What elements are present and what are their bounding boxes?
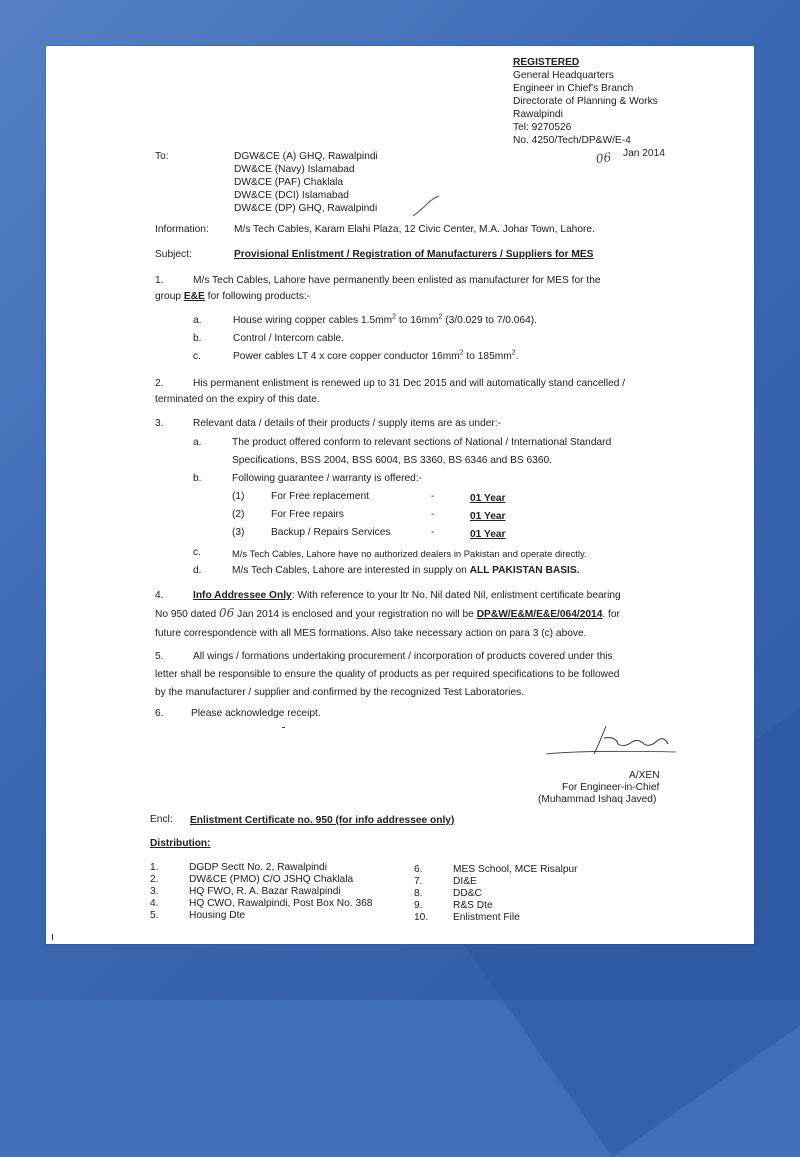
para4-line: future correspondence with all MES formations. Also take necessary action on para 3 (c) above. bbox=[155, 628, 587, 639]
para4-line bbox=[193, 589, 621, 602]
letterhead-line: Tel: 9270526 bbox=[513, 122, 572, 133]
item-letter: b. bbox=[193, 333, 202, 344]
item-number: 5. bbox=[150, 910, 159, 921]
letterhead-line: Rawalpindi bbox=[513, 109, 563, 120]
para1-text: group bbox=[155, 291, 184, 302]
para4-text: : With reference to your ltr No. Nil dated Nil, enlistment certificate bearing bbox=[291, 590, 621, 601]
letterhead-line: Directorate of Planning & Works bbox=[513, 96, 658, 107]
addressee-line: DW&CE (Navy) Islamabad bbox=[234, 164, 355, 175]
para4-text: . for bbox=[602, 609, 620, 620]
item-letter: b. bbox=[193, 473, 202, 484]
para2-line: His permanent enlistment is renewed up to 31 Dec 2015 and will automatically stand cancelled / bbox=[193, 378, 626, 389]
para3-intro: Relevant data / details of their products / supply items are as under:- bbox=[193, 418, 502, 429]
warranty-label: For Free replacement bbox=[271, 491, 369, 502]
item-number: 4. bbox=[150, 898, 159, 909]
para-number: 4. bbox=[155, 590, 164, 601]
warranty-value: 01 Year bbox=[470, 529, 506, 540]
para-number: 5. bbox=[155, 651, 164, 662]
para4-text: No 950 dated bbox=[155, 609, 220, 620]
para6-text: Please acknowledge receipt. bbox=[191, 708, 321, 719]
subject-text: Provisional Enlistment / Registration of Manufacturers / Suppliers for MES bbox=[234, 249, 594, 260]
distribution-heading: Distribution: bbox=[150, 838, 211, 849]
signatory-title: A/XEN bbox=[629, 770, 660, 781]
warranty-dash: - bbox=[431, 527, 435, 538]
information-text: M/s Tech Cables, Karam Elahi Plaza, 12 Civic Center, M.A. Johar Town, Lahore. bbox=[234, 224, 595, 235]
para3a-line: Specifications, BSS 2004, BSS 6004, BS 3360, BS 6346 and BS 6360. bbox=[232, 455, 552, 466]
addressee-line: DW&CE (PAF) Chaklala bbox=[234, 177, 344, 188]
item-number: 10. bbox=[414, 912, 429, 923]
item-text: Housing Dte bbox=[189, 910, 246, 921]
scan-mark bbox=[52, 934, 53, 940]
para4-line bbox=[155, 607, 620, 621]
supply-basis: ALL PAKISTAN BASIS. bbox=[469, 565, 580, 576]
letter-date: Jan 2014 bbox=[623, 148, 665, 159]
para-number: 3. bbox=[155, 418, 164, 429]
para2-line: terminated on the expiry of this date. bbox=[155, 394, 320, 405]
item-number: 2. bbox=[150, 874, 159, 885]
item-number: 9. bbox=[414, 900, 423, 911]
warranty-dash: - bbox=[431, 509, 435, 520]
item-letter: c. bbox=[193, 351, 201, 362]
item-letter: a. bbox=[193, 437, 202, 448]
warranty-value: 01 Year bbox=[470, 493, 506, 504]
para1-text: for following products:- bbox=[204, 291, 311, 302]
item-text: DGDP Sectt No. 2, Rawalpindi bbox=[189, 862, 327, 873]
handwritten-day: 06 bbox=[595, 150, 613, 167]
letterhead bbox=[513, 56, 665, 160]
product-group: E&E bbox=[183, 291, 205, 302]
item-text: MES School, MCE Risalpur bbox=[453, 864, 578, 875]
superscript: 2 bbox=[459, 349, 464, 357]
product-item bbox=[233, 350, 518, 363]
warranty-dash: - bbox=[431, 491, 435, 502]
enclosure-text: Enlistment Certificate no. 950 (for info addressee only) bbox=[190, 815, 455, 826]
product-item bbox=[233, 314, 537, 327]
warranty-label: Backup / Repairs Services bbox=[271, 527, 391, 538]
subject-label: Subject: bbox=[155, 249, 192, 260]
item-text: Enlistment File bbox=[453, 912, 520, 923]
signatory-for: For Engineer-in-Chief bbox=[562, 782, 660, 793]
product-text: Power cables LT 4 x core copper conductor 16mm bbox=[233, 351, 460, 362]
information-label: Information: bbox=[155, 224, 209, 235]
signatory-name: (Muhammad Ishaq Javed) bbox=[538, 794, 657, 805]
para5-line: letter shall be responsible to ensure the quality of products as per required specifications to be followed bbox=[155, 669, 620, 680]
item-text: HQ FWO, R. A. Bazar Rawalpindi bbox=[189, 886, 341, 897]
item-text: DI&E bbox=[453, 876, 477, 887]
product-text: to 16mm bbox=[396, 315, 439, 326]
para-number: 1. bbox=[155, 275, 164, 286]
item-number: 6. bbox=[414, 864, 423, 875]
superscript: 2 bbox=[438, 313, 443, 321]
item-number: 1. bbox=[150, 862, 159, 873]
warranty-value: 01 Year bbox=[470, 511, 506, 522]
product-text: . bbox=[515, 351, 519, 362]
para3a-line: The product offered conform to relevant sections of National / International Standard bbox=[232, 437, 612, 448]
para1-line bbox=[155, 290, 310, 303]
para1-line: M/s Tech Cables, Lahore have permanently been enlisted as manufacturer for MES for the bbox=[193, 275, 601, 286]
item-text: DW&CE (PMO) C/O JSHQ Chaklala bbox=[189, 874, 354, 885]
registration-number: DP&W/E&M/E&E/064/2014 bbox=[476, 609, 603, 620]
product-text: to 185mm bbox=[463, 351, 512, 362]
product-item: Control / Intercom cable. bbox=[233, 333, 344, 344]
letter-document bbox=[46, 46, 754, 944]
addressee-line: DW&CE (DCI) Islamabad bbox=[234, 190, 349, 201]
addressee-list bbox=[234, 150, 378, 215]
warranty-num: (3) bbox=[232, 527, 245, 538]
para-number: 2. bbox=[155, 378, 164, 389]
letter-reference-number: No. 4250/Tech/DP&W/E-4 bbox=[513, 135, 631, 146]
item-text: R&S Dte bbox=[453, 900, 493, 911]
handwritten-day: 06 bbox=[219, 606, 235, 620]
item-letter: d. bbox=[193, 565, 202, 576]
item-letter: c. bbox=[193, 547, 201, 558]
item-letter: a. bbox=[193, 315, 202, 326]
para3d-plain: M/s Tech Cables, Lahore are interested in supply on bbox=[232, 565, 470, 576]
letterhead-line: General Headquarters bbox=[513, 70, 614, 81]
para5-line: All wings / formations undertaking procurement / incorporation of products covered under this bbox=[193, 651, 613, 662]
item-number: 7. bbox=[414, 876, 423, 887]
stray-mark bbox=[282, 727, 285, 728]
item-text: DD&C bbox=[453, 888, 482, 899]
addressee-line: DW&CE (DP) GHQ, Rawalpindi bbox=[234, 203, 378, 214]
para3c-text: M/s Tech Cables, Lahore have no authorized dealers in Pakistan and operate directly. bbox=[232, 548, 587, 559]
para-number: 6. bbox=[155, 708, 164, 719]
addressee-line: DGW&CE (A) GHQ, Rawalpindi bbox=[234, 151, 378, 162]
warranty-num: (1) bbox=[232, 491, 245, 502]
enclosure-label: Encl: bbox=[150, 814, 173, 825]
para5-line: by the manufacturer / supplier and confirmed by the recognized Test Laboratories. bbox=[155, 687, 525, 698]
superscript: 2 bbox=[511, 349, 516, 357]
letterhead-line: Engineer in Chief's Branch bbox=[513, 83, 634, 94]
registered-label: REGISTERED bbox=[513, 57, 580, 68]
info-addressee-label: Info Addressee Only bbox=[193, 590, 292, 601]
handwritten-tick-mark bbox=[411, 194, 441, 220]
para4-text: Jan 2014 is enclosed and your registration no will be bbox=[234, 609, 477, 620]
para3b-text: Following guarantee / warranty is offered:- bbox=[232, 473, 423, 484]
product-text: House wiring copper cables 1.5mm bbox=[233, 315, 393, 326]
item-text: HQ CWO, Rawalpindi, Post Box No. 368 bbox=[189, 898, 373, 909]
para3d-text bbox=[232, 564, 579, 577]
item-number: 3. bbox=[150, 886, 159, 897]
superscript: 2 bbox=[392, 313, 397, 321]
to-label: To: bbox=[155, 151, 169, 162]
warranty-label: For Free repairs bbox=[271, 509, 345, 520]
item-number: 8. bbox=[414, 888, 423, 899]
warranty-num: (2) bbox=[232, 509, 245, 520]
product-text: (3/0.029 to 7/0.064). bbox=[442, 315, 537, 326]
